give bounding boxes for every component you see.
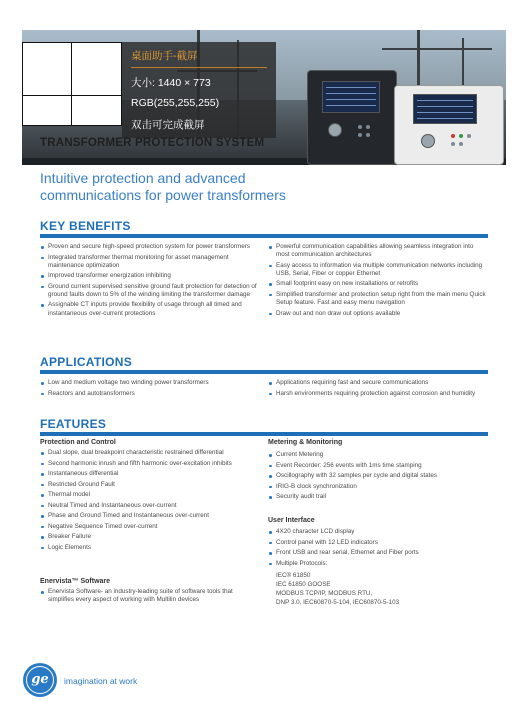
list-item: Phase and Ground Timed and Instantaneous over-current xyxy=(40,512,258,520)
list-item: Instantaneous differential xyxy=(40,470,258,478)
subheading-metering: Metering & Monitoring xyxy=(268,439,343,446)
relay-led xyxy=(459,142,463,146)
list-item: Easy access to information via multiple communication networks including USB, Serial, Fiber or copper Ethernet xyxy=(268,262,488,278)
list-item: Harsh environments requiring protection against corrosion and humidity xyxy=(268,390,488,398)
section-divider xyxy=(40,432,488,436)
metering-list xyxy=(268,451,488,504)
user-interface-list xyxy=(268,528,488,570)
list-item: Negative Sequence Timed over-current xyxy=(40,523,258,531)
list-item: Draw out and non draw out options available xyxy=(268,310,488,318)
applications-left-list xyxy=(40,379,258,400)
list-item: Logic Elements xyxy=(40,544,258,552)
relay-led xyxy=(451,134,455,138)
capture-grid-box[interactable] xyxy=(22,42,122,126)
relay-device-left xyxy=(307,70,397,165)
list-item: Front USB and rear serial, Ethernet and Fiber ports xyxy=(268,549,488,557)
list-item: Improved transformer energization inhibiting xyxy=(40,272,258,280)
protocol-list xyxy=(276,571,486,607)
relay-lcd xyxy=(322,81,380,113)
ge-logo-text: ge xyxy=(31,672,49,687)
list-item: Security audit trail xyxy=(268,493,488,501)
list-item: Ground current supervised sensitive ground fault protection for detection of ground faults down to 5% of the winding limiting the transformer damage xyxy=(40,283,258,299)
list-item: Oscillography with 32 samples per cycle and digital states xyxy=(268,472,488,480)
relay-lcd xyxy=(413,94,477,124)
protocol-line: MODBUS TCP/IP, MODBUS RTU, xyxy=(276,590,373,597)
list-item: Proven and secure high-speed protection system for power transformers xyxy=(40,243,258,251)
intro-text xyxy=(40,170,286,204)
list-item: Simplified transformer and protection setup right from the main menu Quick Setup feature. Fast and easy menu navigation xyxy=(268,291,488,307)
subheading-protection: Protection and Control xyxy=(40,439,116,446)
applications-right-list xyxy=(268,379,488,400)
list-item: Breaker Failure xyxy=(40,533,258,541)
list-item: Control panel with 12 LED indicators xyxy=(268,539,488,547)
hero-pole xyxy=(382,48,492,50)
overlay-title: 桌面助手-截屏 xyxy=(131,48,267,68)
overlay-color: RGB(255,255,255) xyxy=(131,97,220,109)
list-item: Dual slope, dual breakpoint characteristic restrained differential xyxy=(40,449,258,457)
relay-led xyxy=(366,133,370,137)
list-item: Restricted Ground Fault xyxy=(40,481,258,489)
list-item: Current Metering xyxy=(268,451,488,459)
overlay-size: 大小: 1440 × 773 xyxy=(131,77,211,89)
list-item: Thermal model xyxy=(40,491,258,499)
list-item: Multiple Protocols: xyxy=(268,560,488,568)
list-item: Second harmonic inrush and fifth harmonic over-excitation inhibits xyxy=(40,460,258,468)
list-item: Low and medium voltage two winding power transformers xyxy=(40,379,258,387)
list-item: Event Recorder: 256 events with 1ms time stamping xyxy=(268,462,488,470)
protection-list xyxy=(40,449,258,554)
relay-dial xyxy=(328,123,342,137)
section-title-features: FEATURES xyxy=(40,417,107,431)
relay-dial xyxy=(421,134,435,148)
grid-divider xyxy=(71,43,72,125)
protocol-line: DNP 3.0, IEC60870-5-104, IEC60870-5-103 xyxy=(276,599,400,606)
subheading-enervista: Enervista™ Software xyxy=(40,578,111,585)
relay-led xyxy=(467,134,471,138)
list-item: IRIG-B clock synchronization xyxy=(268,483,488,491)
list-item: Reactors and autotransformers xyxy=(40,390,258,398)
relay-led xyxy=(358,133,362,137)
relay-led xyxy=(459,134,463,138)
relay-led xyxy=(451,142,455,146)
enervista-list xyxy=(40,588,258,607)
relay-led xyxy=(358,125,362,129)
key-benefits-right-list xyxy=(268,243,488,320)
tagline: imagination at work xyxy=(64,676,138,686)
list-item: Applications requiring fast and secure communications xyxy=(268,379,488,387)
list-item: Enervista Software- an industry-leading suite of software tools that simplifies every aspect of working with Multilin devices xyxy=(40,588,258,604)
list-item: Powerful communication capabilities allowing seamless integration into most communication architectures xyxy=(268,243,488,259)
list-item: Neutral Timed and Instantaneous over-current xyxy=(40,502,258,510)
list-item: Small footprint easy on new installations or retrofits xyxy=(268,280,488,288)
relay-device-right xyxy=(394,85,504,165)
section-title-applications: APPLICATIONS xyxy=(40,355,133,369)
subheading-user-interface: User Interface xyxy=(268,517,315,524)
screenshot-tool-overlay[interactable] xyxy=(122,42,276,138)
list-item: Assignable CT inputs provide flexibility of usage through all timed and instantaneous over-current protections xyxy=(40,301,258,317)
ge-logo xyxy=(23,663,57,697)
overlay-action: 双击可完成截屏 xyxy=(131,119,205,131)
intro-line: communications for power transformers xyxy=(40,187,286,203)
protocol-line: IEC 61850 GOOSE xyxy=(276,581,331,588)
intro-line: Intuitive protection and advanced xyxy=(40,170,246,186)
relay-led xyxy=(366,125,370,129)
list-item: Integrated transformer thermal monitoring for asset management maintenance optimization xyxy=(40,254,258,270)
grid-divider xyxy=(23,95,121,96)
list-item: 4X20 character LCD display xyxy=(268,528,488,536)
section-title-key-benefits: KEY BENEFITS xyxy=(40,219,131,233)
section-divider xyxy=(40,234,488,238)
section-divider xyxy=(40,370,488,374)
protocol-line: IEC® 61850 xyxy=(276,572,311,579)
page-title: TRANSFORMER PROTECTION SYSTEM xyxy=(40,137,265,149)
key-benefits-left-list xyxy=(40,243,258,320)
